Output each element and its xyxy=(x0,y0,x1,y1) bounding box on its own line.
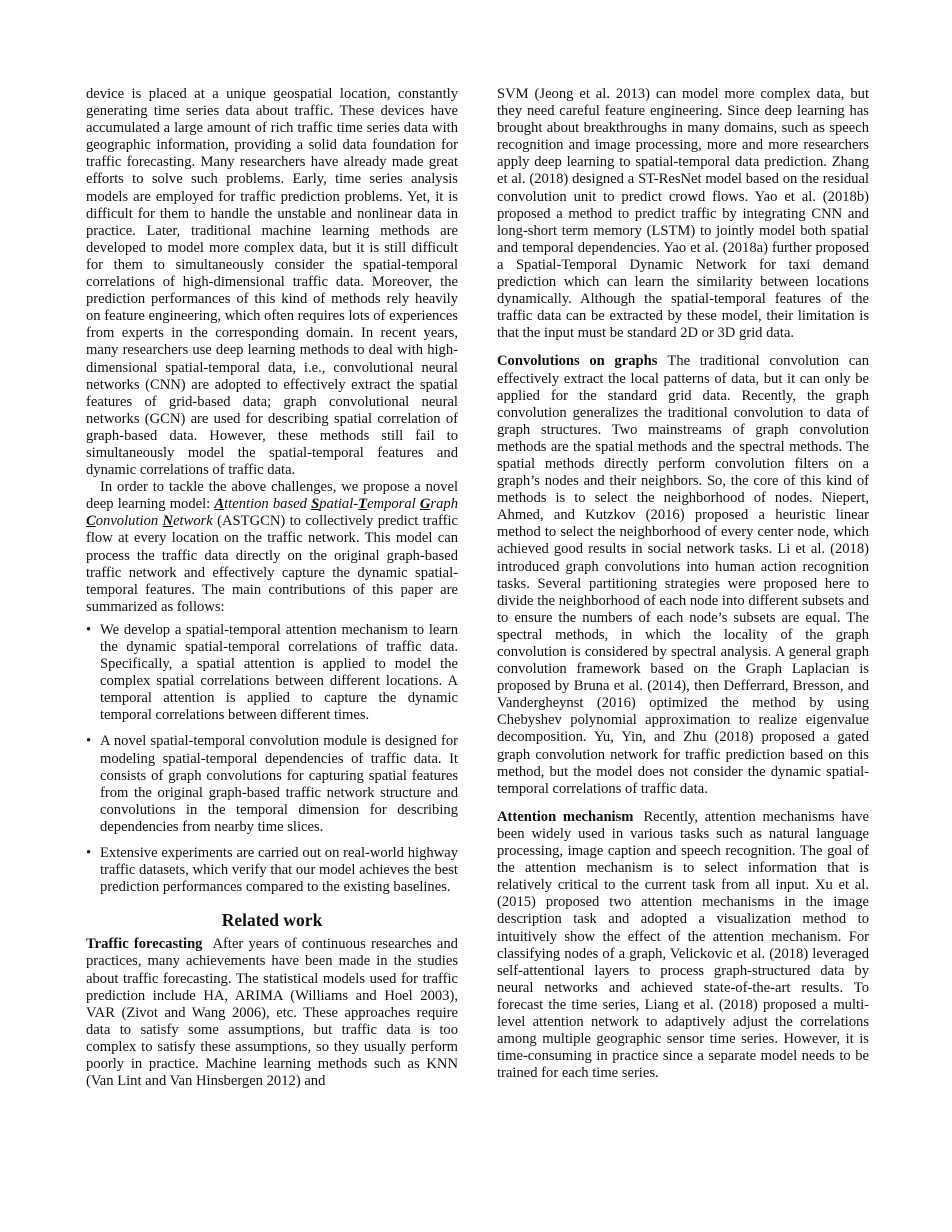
contribution-text: Extensive experiments are carried out on real-world highway traffic datasets, which verify that our model achieves the best prediction performances compared to the existing baselines. xyxy=(100,845,458,896)
acronym-letter: A xyxy=(214,496,225,513)
intro-paragraph-1: device is placed at a unique geospatial location, constantly generating time series data about traffic. These devices have accumulated a large amount of rich traffic time series data with geographic information, providing a solid data foundation for traffic forecasting. Many researchers have already made great efforts to solve such problems. Early, time series analysis models are employed for traffic prediction problems. Yet, it is difficult for them to handle the unstable and nonlinear data in practice. Later, traditional machine learning methods are developed to model more complex data, but it is still difficult for them to simultaneously consider the spatial-temporal correlations of high-dimensional traffic data. Moreover, the prediction performances of this kind of methods rely heavily on feature engineering, which often requires lots of experiences from experts in the corresponding domain. In recent years, many researchers use deep learning methods to deal with high-dimensional spatial-temporal data, i.e., convolutional neural networks (CNN) are adopted to effectively extract the spatial features of grid-based data; graph convolutional neural networks (GCN) are used for describing spatial correlation of graph-based data. However, these methods still fail to simultaneously model the spatial-temporal features and dynamic correlations of traffic data. xyxy=(86,86,458,479)
model-name-part: ttention based xyxy=(224,496,312,513)
model-name-part: etwork xyxy=(173,513,213,530)
acronym-letter: N xyxy=(162,513,174,530)
intro-paragraph-2 xyxy=(86,479,458,616)
contributions-list xyxy=(86,622,458,896)
model-name-part: raph xyxy=(430,496,458,513)
attention-mechanism-paragraph xyxy=(497,809,869,1083)
left-column xyxy=(86,86,458,1090)
intro-p2-tail: (ASTGCN) to collectively predict traffic flow at every location on the traffic network. This model can process the traffic data directly on the original graph-based traffic network and effectively capture the dynamic spatial-temporal features. The main contributions of this paper are summarized as follows: xyxy=(86,513,458,615)
contribution-item xyxy=(86,845,458,896)
paragraph-heading: Attention mechanism xyxy=(497,808,634,825)
model-name-part: emporal xyxy=(367,496,420,513)
paragraph-heading: Convolutions on graphs xyxy=(497,353,658,370)
paragraph-heading: Traffic forecasting xyxy=(86,936,203,953)
acronym-letter: G xyxy=(419,496,431,513)
bullet-icon: • xyxy=(86,845,92,862)
acronym-letter: C xyxy=(86,513,96,530)
convolutions-on-graphs-paragraph xyxy=(497,353,869,797)
acronym-letter: T xyxy=(358,496,368,513)
model-name-part: patial- xyxy=(319,496,359,513)
convolutions-on-graphs-text: The traditional convolution can effectively extract the local patterns of data, but it can only be applied for the standard grid data. Recently, the graph convolution generalizes the traditional convolution to data of graph structures. Two mainstreams of graph convolution methods are the spatial methods and the spectral methods. The spatial methods directly perform convolution filters on a graph’s nodes and their neighbors. So, the core of this kind of methods is to select the neighborhood of nodes. Niepert, Ahmed, and Kutzkov (2016) proposed a heuristic linear method to select the neighborhood of every center node, which achieved good results in social network tasks. Li et al. (2018) introduced graph convolutions into human action recognition tasks. Several partitioning strategies were proposed here to divide the neighborhood of each node into different subsets and to ensure the numbers of each node’s subsets are equal. The spectral methods, in which the locality of the graph convolution is considered by spectral analysis. A general graph convolution framework based on the Graph Laplacian is proposed by Bruna et al. (2014), then Defferrard, Bresson, and Vandergheynst (2016) optimized the method by using Chebyshev polynomial approximation to realize eigenvalue decomposition. Yu, Yin, and Zhu (2018) proposed a gated graph convolution network for traffic prediction based on this method, but the model does not consider the dynamic spatial-temporal correlations of traffic data. xyxy=(497,353,869,797)
traffic-forecasting-continued: SVM (Jeong et al. 2013) can model more complex data, but they need careful feature engineering. Since deep learning has brought about breakthroughs in many domains, such as speech recognition and image processing, more and more researchers apply deep learning to spatial-temporal data prediction. Zhang et al. (2018) designed a ST-ResNet model based on the residual convolution unit to predict crowd flows. Yao et al. (2018b) proposed a method to predict traffic by integrating CNN and long-short term memory (LSTM) to jointly model both spatial and temporal dependencies. Yao et al. (2018a) further proposed a Spatial-Temporal Dynamic Network for taxi demand prediction which can learn the similarity between locations dynamically. Although the spatial-temporal features of the traffic data can be extracted by these model, their limitation is that the input must be standard 2D or 3D grid data. xyxy=(497,86,869,342)
contribution-text: A novel spatial-temporal convolution module is designed for modeling spatial-temporal dependencies of traffic data. It consists of graph convolutions for capturing spatial features from the original graph-based traffic network structure and convolutions in the temporal dimension for describing dependencies from nearby time slices. xyxy=(100,733,458,835)
contribution-item xyxy=(86,622,458,725)
right-column xyxy=(497,86,869,1082)
acronym-letter: S xyxy=(311,496,320,513)
contribution-item xyxy=(86,733,458,836)
section-title-related-work: Related work xyxy=(221,910,323,931)
intro-p2-lead: In order to tackle the above challenges, we propose a novel deep learning model: xyxy=(86,479,458,513)
model-name-part: onvolution xyxy=(95,513,163,530)
bullet-icon: • xyxy=(86,733,92,750)
traffic-forecasting-paragraph xyxy=(86,936,458,1090)
attention-mechanism-text: Recently, attention mechanisms have been widely used in various tasks such as natural language processing, image caption and speech recognition. The goal of the attention mechanism is to select information that is relatively critical to the current task from all input. Xu et al. (2015) proposed two attention mechanisms in the image description task and adopted a visualization method to intuitively show the effect of the attention mechanism. For classifying nodes of a graph, Velickovic et al. (2018) leveraged self-attentional layers to process graph-structured data by neural networks and achieved state-of-the-art results. To forecast the time series, Liang et al. (2018) proposed a multi-level attention network to adaptively adjust the correlations among multiple geographic sensor time series. However, it is time-consuming in practice since a separate model needs to be trained for each time series. xyxy=(497,808,869,1082)
traffic-forecasting-text: After years of continuous researches and practices, many achievements have been made in the studies about traffic forecasting. The statistical models used for traffic prediction include HA, ARIMA (Williams and Hoel 2003), VAR (Zivot and Wang 2006), etc. These approaches require data to satisfy some assumptions, but traffic data is too complex to satisfy these assumptions, so they usually perform poorly in practice. Machine learning methods such as KNN (Van Lint and Van Hinsbergen 2012) and xyxy=(86,936,458,1090)
contribution-text: We develop a spatial-temporal attention mechanism to learn the dynamic spatial-temporal correlations of traffic data. Specifically, a spatial attention is applied to model the complex spatial correlations between different locations. A temporal attention is applied to capture the dynamic temporal correlations between different times. xyxy=(100,621,458,724)
bullet-icon: • xyxy=(86,621,92,638)
